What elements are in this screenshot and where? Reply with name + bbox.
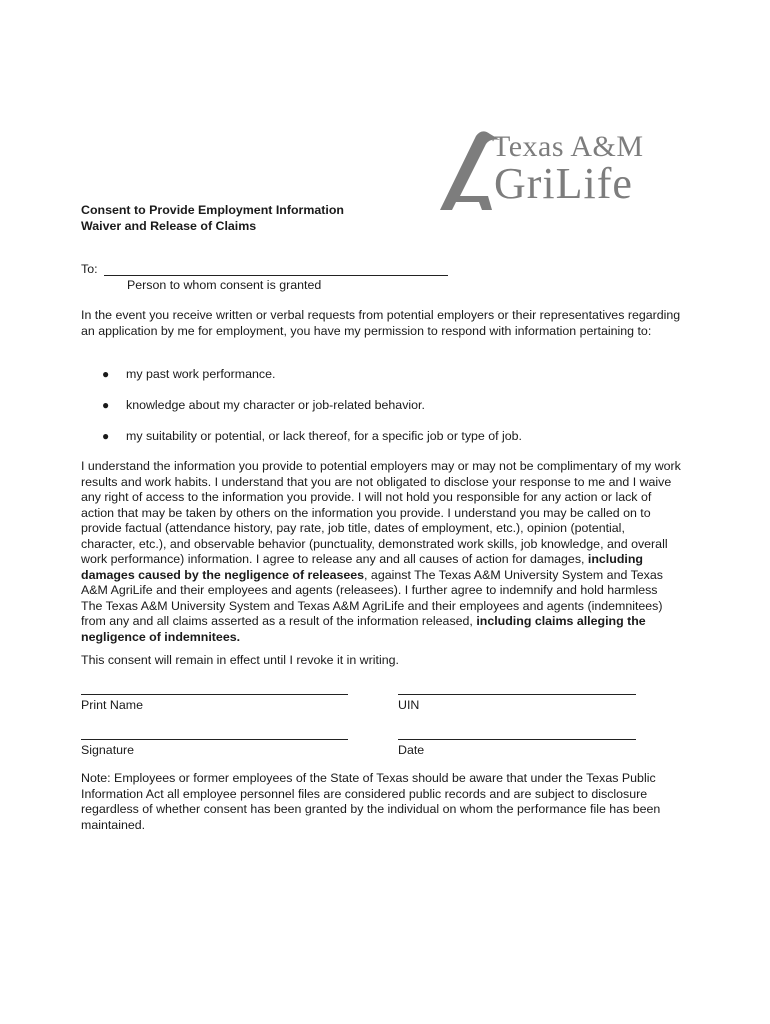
uin-field[interactable] bbox=[398, 694, 636, 714]
title-line-2: Waiver and Release of Claims bbox=[81, 218, 257, 233]
signature-field[interactable] bbox=[81, 739, 348, 759]
to-blank-line[interactable] bbox=[104, 275, 448, 276]
bullet-icon: ● bbox=[102, 367, 110, 381]
to-field[interactable] bbox=[81, 262, 451, 278]
logo-text-texas-am: Texas A&M bbox=[492, 130, 644, 163]
agrilife-logo bbox=[438, 130, 688, 212]
intro-paragraph: In the event you receive written or verbal requests from potential employers or their representatives regarding an application by me for employment, you have my permission to respond with information pertaining to: bbox=[81, 308, 681, 338]
date-field[interactable] bbox=[398, 739, 636, 759]
uin-label: UIN bbox=[398, 698, 420, 712]
signature-line[interactable] bbox=[81, 739, 348, 740]
logo-text-agrilife: GriLife bbox=[494, 159, 633, 208]
list-item: ● knowledge about my character or job-related behavior. bbox=[102, 398, 425, 412]
print-name-field[interactable] bbox=[81, 694, 348, 714]
date-line[interactable] bbox=[398, 739, 636, 740]
permission-list bbox=[81, 367, 681, 460]
bullet-icon: ● bbox=[102, 429, 110, 443]
to-label: To: bbox=[81, 262, 98, 276]
list-item: ● my past work performance. bbox=[102, 367, 276, 381]
print-name-line[interactable] bbox=[81, 694, 348, 695]
release-paragraph: I understand the information you provide to potential employers may or may not be complimentary of my work results and work habits. I understand that you are not obligated to disclose your response to me and I waive any right of access to the information you provide. I will not hold you responsible for any action or lack of action that may be taken by others on the information you provide. I understand you may be called on to provide factual (attendance history, pay rate, job title, dates of employment, etc.), opinion (potential, character, etc.), and observable behavior (punctuality, demonstrated work skills, job knowledge, and overall work performance) information. I agree to release any and all causes of action for damages, including damages caused by the negligence of releasees, against The Texas A&M University System and Texas A&M AgriLife and their employees and agents (releasees). I further agree to indemnify and hold harmless The Texas A&M University System and Texas A&M AgriLife and their employees and agents (indemnitees) from any and all claims asserted as a result of the information released, including claims alleging the negligence of indemnitees. bbox=[81, 459, 681, 644]
consent-duration: This consent will remain in effect until I revoke it in writing. bbox=[81, 653, 399, 667]
to-caption: Person to whom consent is granted bbox=[127, 278, 322, 292]
date-label: Date bbox=[398, 743, 425, 757]
title-line-1: Consent to Provide Employment Information bbox=[81, 203, 344, 217]
public-records-note: Note: Employees or former employees of the State of Texas should be aware that under the Texas Public Information Act all employee personnel files are considered public records and are subject to disclosure regardless of whether consent has been granted by the individual on whom the performance file has been maintained. bbox=[81, 771, 661, 832]
bold-release-clause: including damages caused by the negligence of releasees bbox=[81, 552, 643, 582]
bold-indemnity-clause: including claims alleging the negligence of indemnitees. bbox=[81, 614, 646, 644]
signature-label: Signature bbox=[81, 743, 135, 757]
list-item: ● my suitability or potential, or lack thereof, for a specific job or type of job. bbox=[102, 429, 522, 443]
bullet-icon: ● bbox=[102, 398, 110, 412]
uin-line[interactable] bbox=[398, 694, 636, 695]
document-title bbox=[81, 203, 344, 234]
print-name-label: Print Name bbox=[81, 698, 143, 712]
